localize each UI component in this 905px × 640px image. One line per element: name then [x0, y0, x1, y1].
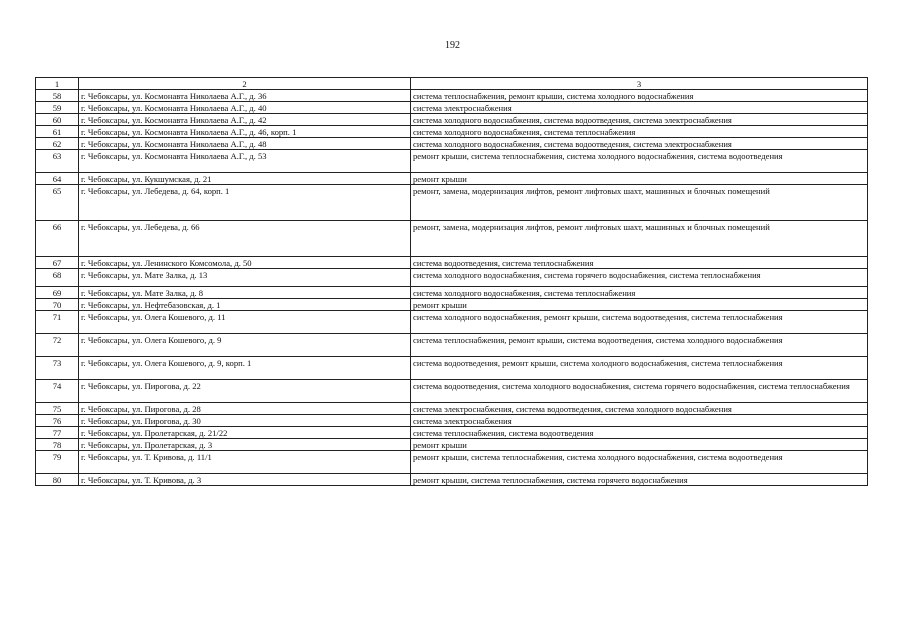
address-cell: г. Чебоксары, ул. Олега Кошевого, д. 9, корп. 1: [79, 357, 411, 380]
row-number-cell: 71: [36, 311, 79, 334]
address-cell: г. Чебоксары, ул. Пирогова, д. 30: [79, 415, 411, 427]
table-row: [36, 173, 868, 185]
works-cell: ремонт крыши: [411, 173, 868, 185]
table-row: [36, 311, 868, 334]
works-cell: система холодного водоснабжения, ремонт крыши, система водоотведения, система теплоснабжения: [411, 311, 868, 334]
column-header-works: 3: [411, 78, 868, 90]
address-cell: г. Чебоксары, ул. Пролетарская, д. 3: [79, 439, 411, 451]
works-cell: ремонт крыши, система теплоснабжения, система холодного водоснабжения, система водоотведения: [411, 150, 868, 173]
row-number-cell: 76: [36, 415, 79, 427]
works-cell: система холодного водоснабжения, система водоотведения, система электроснабжения: [411, 114, 868, 126]
row-number-cell: 79: [36, 451, 79, 474]
works-cell: ремонт, замена, модернизация лифтов, ремонт лифтовых шахт, машинных и блочных помещений: [411, 185, 868, 221]
address-cell: г. Чебоксары, ул. Т. Кривова, д. 11/1: [79, 451, 411, 474]
address-cell: г. Чебоксары, ул. Ленинского Комсомола, д. 50: [79, 257, 411, 269]
row-number-cell: 60: [36, 114, 79, 126]
table-row: [36, 185, 868, 221]
row-number-cell: 58: [36, 90, 79, 102]
address-cell: г. Чебоксары, ул. Мате Залка, д. 8: [79, 287, 411, 299]
works-cell: система водоотведения, система теплоснабжения: [411, 257, 868, 269]
address-cell: г. Чебоксары, ул. Космонавта Николаева А.Г., д. 40: [79, 102, 411, 114]
page-number: 192: [445, 40, 460, 51]
row-number-cell: 59: [36, 102, 79, 114]
table-row: [36, 102, 868, 114]
row-number-cell: 65: [36, 185, 79, 221]
row-number-cell: 67: [36, 257, 79, 269]
row-number-cell: 72: [36, 334, 79, 357]
address-cell: г. Чебоксары, ул. Космонавта Николаева А.Г., д. 42: [79, 114, 411, 126]
works-cell: система холодного водоснабжения, система теплоснабжения: [411, 287, 868, 299]
table-row: [36, 415, 868, 427]
table-row: [36, 257, 868, 269]
works-cell: система водоотведения, система холодного водоснабжения, система горячего водоснабжения, система теплоснабжения: [411, 380, 868, 403]
address-cell: г. Чебоксары, ул. Космонавта Николаева А.Г., д. 36: [79, 90, 411, 102]
address-cell: г. Чебоксары, ул. Олега Кошевого, д. 9: [79, 334, 411, 357]
address-cell: г. Чебоксары, ул. Космонавта Николаева А.Г., д. 48: [79, 138, 411, 150]
row-number-cell: 66: [36, 221, 79, 257]
table-row: [36, 126, 868, 138]
table-row: [36, 357, 868, 380]
column-header-address: 2: [79, 78, 411, 90]
works-cell: система холодного водоснабжения, система водоотведения, система электроснабжения: [411, 138, 868, 150]
address-cell: г. Чебоксары, ул. Т. Кривова, д. 3: [79, 474, 411, 486]
address-cell: г. Чебоксары, ул. Пролетарская, д. 21/22: [79, 427, 411, 439]
table-row: [36, 221, 868, 257]
address-cell: г. Чебоксары, ул. Мате Залка, д. 13: [79, 269, 411, 287]
row-number-cell: 74: [36, 380, 79, 403]
address-cell: г. Чебоксары, ул. Олега Кошевого, д. 11: [79, 311, 411, 334]
row-number-cell: 80: [36, 474, 79, 486]
works-cell: система электроснабжения: [411, 415, 868, 427]
table-row: [36, 138, 868, 150]
address-cell: г. Чебоксары, ул. Лебедева, д. 66: [79, 221, 411, 257]
works-cell: ремонт крыши, система теплоснабжения, система холодного водоснабжения, система водоотведения: [411, 451, 868, 474]
column-header-number: 1: [36, 78, 79, 90]
table-header-row: [36, 78, 868, 90]
row-number-cell: 73: [36, 357, 79, 380]
table-row: [36, 269, 868, 287]
row-number-cell: 68: [36, 269, 79, 287]
address-cell: г. Чебоксары, ул. Кукшумская, д. 21: [79, 173, 411, 185]
address-cell: г. Чебоксары, ул. Лебедева, д. 64, корп. 1: [79, 185, 411, 221]
row-number-cell: 75: [36, 403, 79, 415]
table-row: [36, 287, 868, 299]
table-row: [36, 427, 868, 439]
address-cell: г. Чебоксары, ул. Космонавта Николаева А.Г., д. 46, корп. 1: [79, 126, 411, 138]
works-cell: система электроснабжения: [411, 102, 868, 114]
table-row: [36, 334, 868, 357]
works-cell: система водоотведения, ремонт крыши, система холодного водоснабжения, система теплоснабжения: [411, 357, 868, 380]
works-cell: ремонт крыши: [411, 439, 868, 451]
table-row: [36, 299, 868, 311]
works-cell: система теплоснабжения, ремонт крыши, система водоотведения, система холодного водоснабжения: [411, 334, 868, 357]
table-row: [36, 474, 868, 486]
registry-table-body: [36, 78, 868, 486]
address-cell: г. Чебоксары, ул. Нефтебазовская, д. 1: [79, 299, 411, 311]
works-cell: система теплоснабжения, система водоотведения: [411, 427, 868, 439]
table-row: [36, 439, 868, 451]
address-cell: г. Чебоксары, ул. Пирогова, д. 28: [79, 403, 411, 415]
works-cell: ремонт крыши, система теплоснабжения, система горячего водоснабжения: [411, 474, 868, 486]
registry-table: [35, 77, 868, 486]
works-cell: система теплоснабжения, ремонт крыши, система холодного водоснабжения: [411, 90, 868, 102]
address-cell: г. Чебоксары, ул. Пирогова, д. 22: [79, 380, 411, 403]
table-row: [36, 380, 868, 403]
table-row: [36, 451, 868, 474]
table-row: [36, 403, 868, 415]
works-cell: система холодного водоснабжения, система горячего водоснабжения, система теплоснабжения: [411, 269, 868, 287]
row-number-cell: 63: [36, 150, 79, 173]
works-cell: система электроснабжения, система водоотведения, система холодного водоснабжения: [411, 403, 868, 415]
row-number-cell: 78: [36, 439, 79, 451]
works-cell: система холодного водоснабжения, система теплоснабжения: [411, 126, 868, 138]
table-row: [36, 114, 868, 126]
works-cell: ремонт крыши: [411, 299, 868, 311]
table-row: [36, 150, 868, 173]
row-number-cell: 70: [36, 299, 79, 311]
row-number-cell: 64: [36, 173, 79, 185]
address-cell: г. Чебоксары, ул. Космонавта Николаева А.Г., д. 53: [79, 150, 411, 173]
row-number-cell: 69: [36, 287, 79, 299]
row-number-cell: 61: [36, 126, 79, 138]
row-number-cell: 62: [36, 138, 79, 150]
row-number-cell: 77: [36, 427, 79, 439]
table-row: [36, 90, 868, 102]
works-cell: ремонт, замена, модернизация лифтов, ремонт лифтовых шахт, машинных и блочных помещений: [411, 221, 868, 257]
